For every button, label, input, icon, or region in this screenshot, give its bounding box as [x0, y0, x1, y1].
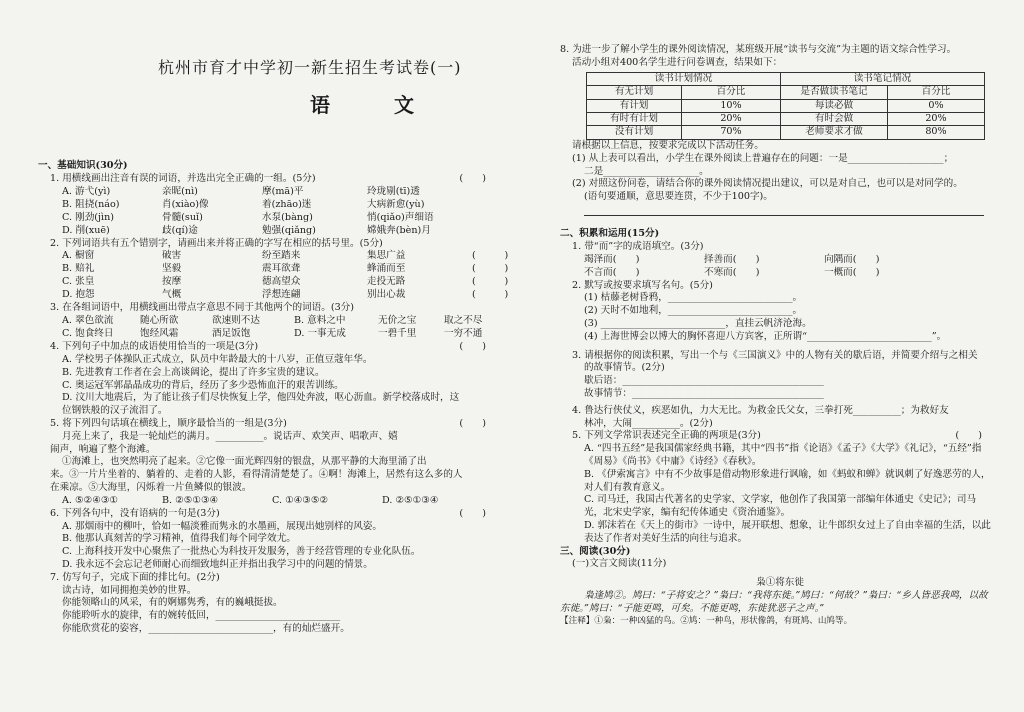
question-2-2 [560, 280, 1000, 344]
option: 饱经风霜 [140, 328, 179, 340]
option: 随心所欲 [140, 315, 179, 327]
option: B. 《伊索寓言》中有不少故事是借动物形象进行讽喻，如《蚂蚁和蝉》就讽刺了好逸恶劳的人， [584, 468, 991, 480]
option: 对人们有教育意义。 [584, 481, 671, 493]
question-stem: 3. 在各组词语中，用横线画出带点字意思不同于其他两个的词语。(3分) [50, 302, 355, 314]
option: 玲珑剔(tī)透 [367, 185, 420, 197]
question-stem: 2. 默写或按要求填写名句。(5分) [572, 279, 713, 291]
option: A. 那烟雨中的柳叶，恰如一幅淡雅而隽永的水墨画，展现出她别样的风姿。 [62, 520, 383, 532]
option: B. 他那认真刻苦的学习精神，值得我们每个同学效尤。 [62, 533, 296, 545]
option: 取之不尽 [444, 315, 483, 327]
option: C. 饱食终日 [62, 328, 114, 340]
option: B. 意料之中 [294, 315, 346, 327]
right-column [560, 0, 1000, 712]
answer-paren[interactable]: ( ) [459, 172, 486, 184]
question-stem: 8. 为进一步了解小学生的课外阅读情况，某班级开展“读书与交流”为主题的语文综合性学习。 [560, 44, 957, 55]
option: D. ②⑤①③④ [382, 494, 439, 506]
question-stem: 5. 下列文学常识表述完全正确的两项是(3分) [572, 430, 761, 442]
question-2-3 [560, 350, 1000, 401]
question-stem: 1. 用横线画出注音有误的词语，并选出完全正确的一组。(5分) [50, 172, 316, 184]
option: A. 橱窗 [62, 250, 95, 262]
option: B. 赔礼 [62, 263, 95, 275]
answer-line-blank[interactable] [560, 204, 1000, 217]
option: 光，北宋史学家，编有纪传体通史《资治通鉴》。 [584, 507, 791, 519]
passage-line: 读古诗，如同拥抱美妙的世界。 [62, 584, 197, 596]
option: 集思广益 [367, 250, 406, 262]
option: 无价之宝 [378, 315, 417, 327]
answer-line[interactable]: (2) 天时不如地利，__________________________。 [584, 305, 803, 317]
table-cell: 0% [888, 99, 985, 112]
option: 肖(xiào)像 [162, 198, 209, 210]
answer-paren[interactable]: ( ) [955, 430, 982, 442]
option: 摩(mā)平 [262, 185, 304, 197]
option: 位钢铁般的汉子流泪了。 [62, 405, 168, 417]
table-cell: 20% [888, 113, 985, 126]
option: 《周易》《尚书》《中庸》《诗经》《春秋》。 [584, 455, 762, 467]
option: 歧(qí)途 [162, 224, 198, 236]
question-2-5 [560, 430, 1000, 545]
option: D. 我永远不会忘记老师耐心而细致地纠正并指出我学习中的问题的情景。 [62, 558, 373, 570]
option: 气概 [162, 289, 182, 301]
answer-line[interactable]: 你能欣赏花的姿容，__________________________，有的灿烂盛开。 [62, 622, 350, 634]
answer-line[interactable]: (1) 枯藤老树昏鸦，__________________________。 [584, 292, 803, 304]
option: C. 上海科技开发中心聚焦了一批热心为科技开发服务，善于经营管理的专业化队伍。 [62, 546, 421, 558]
question-stem: 5. 将下列四句话填在横线上，顺序最恰当的一组是(3分) [50, 417, 287, 429]
answer-line[interactable]: 故事情节：________________________________________ [584, 387, 824, 399]
table-header: 百分比 [888, 86, 985, 99]
option: C. 刚劲(jìn) [62, 211, 114, 223]
passage-line: 枭逢鸠②。鸠曰：“子将安之？”枭曰：“我将东徙。”鸠曰：“何故？”枭曰：“乡人皆恶我鸣，以故 [584, 589, 988, 601]
question-stem: 林冲，大闹__________。(2分) [584, 417, 713, 429]
section-1 [38, 160, 509, 636]
section-2 [560, 228, 1000, 628]
instruction: 请根据以上信息，按要求完成以下活动任务。 [572, 139, 764, 151]
option: 骨髓(suǐ) [162, 211, 203, 223]
fill-blank[interactable]: 择善而( ) [704, 253, 760, 265]
subject-title: 语 文 [310, 93, 436, 117]
left-column [38, 0, 509, 712]
question-stem: 1. 带“而”字的成语填空。(3分) [572, 240, 704, 252]
footnote: 【注释】①枭：一种凶猛的鸟。②鸠：一种鸟，形状像鸽，有斑鸠、山鸠等。 [560, 615, 853, 626]
option: A. “四书五经”是我国儒家经典书籍，其中“四书”指《论语》《孟子》《大学》《礼记》，“五经”指 [584, 443, 982, 455]
option: 亲昵(nì) [162, 185, 198, 197]
table-row [587, 99, 985, 112]
section-title: 二、积累和运用(15分) [560, 228, 660, 239]
passage-line: 闹声，响遍了整个海滩。 [50, 443, 156, 455]
table-cell: 10% [682, 99, 781, 112]
question-stem: 6. 下列各句中，没有语病的一句是(3分) [50, 507, 220, 519]
option: 走投无路 [367, 276, 406, 288]
option: D. 郭沫若在《天上的街市》一诗中，展开联想、想象，让牛郎织女过上了自由幸福的生活，以此 [584, 519, 991, 531]
option: 大病新愈(yù) [367, 198, 425, 210]
option: 悄(qiǎo)声细语 [367, 211, 434, 223]
table-cell: 老师要求才做 [781, 126, 888, 139]
exam-title: 杭州市育才中学初一新生招生考试卷(一) [158, 58, 462, 77]
passage-line: ①海滩上，也突然明亮了起来。②它像一面光辉四射的银盘，从那平静的大海里涌了出 [62, 456, 427, 468]
question-stem: 4. 下列句子中加点的成语使用恰当的一项是(3分) [50, 341, 259, 353]
question-2-4 [560, 405, 1000, 431]
option: A. ⑤②④③① [62, 494, 119, 506]
table-group-header: 读书笔记情况 [781, 72, 985, 85]
option: 按摩 [162, 276, 182, 288]
question-stem: (2) 对照这份问卷，请结合你的课外阅读情况提出建议，可以是对自己，也可以是对同学的。 [572, 178, 963, 190]
question-stem: 2. 下列词语共有五个错别字，请画出来并将正确的字写在相应的括号里。(5分) [50, 237, 383, 249]
table-row [587, 113, 985, 126]
passage-line: 东徙。”鸠曰：“子能更鸣，可矣。不能更鸣，东徙犹恶子之声。” [560, 602, 825, 614]
answer-paren[interactable]: ( ) [472, 289, 509, 301]
option: C. ①④③⑤② [272, 494, 329, 506]
option: 破害 [162, 250, 182, 262]
option: D. 抱怨 [62, 289, 95, 301]
question-2-1 [560, 241, 1000, 280]
table-header: 是否做读书笔记 [781, 86, 888, 99]
question-stem: 7. 仿写句子，完成下面的排比句。(2分) [50, 571, 220, 583]
passage-line: 来。③一片片坐着的、躺着的、走着的人影，看得清清楚楚了。④啊！海滩上，居然有这么多的人 [50, 469, 463, 481]
option: 表达了作者对美好生活的向往与追求。 [584, 532, 748, 544]
question-stem: 的故事情节。(2分) [584, 362, 665, 374]
table-cell: 20% [682, 113, 781, 126]
answer-line[interactable]: (4) 上海世博会以博大的胸怀喜迎八方宾客，正所谓“__________________________”。 [584, 330, 947, 342]
table-cell: 有时会做 [781, 113, 888, 126]
answer-paren[interactable]: ( ) [459, 507, 486, 519]
passage-line: 月亮上来了，我是一轮灿烂的满月。__________。说话声、欢笑声、唱歌声、嬉 [62, 430, 398, 442]
option: 纷至踏来 [262, 250, 301, 262]
fill-blank[interactable]: 一概而( ) [824, 266, 880, 278]
fill-blank[interactable]: 向隅而( ) [824, 253, 880, 265]
table-cell: 没有计划 [587, 126, 682, 139]
question-5 [38, 418, 504, 508]
option: 勉强(qiǎng) [262, 224, 316, 236]
option: 着(zhāo)迷 [262, 198, 312, 210]
option: A. 游弋(yì) [62, 185, 111, 197]
answer-paren[interactable]: ( ) [459, 341, 486, 353]
answer-paren[interactable]: ( ) [472, 276, 509, 288]
table-group-header: 读书计划情况 [587, 72, 781, 85]
survey-table [586, 72, 985, 140]
table-header: 有无计划 [587, 86, 682, 99]
option: 德高望众 [262, 276, 301, 288]
option: B. 先进教育工作者在会上高谈阔论，提出了许多宝贵的建议。 [62, 366, 325, 378]
option: 震耳欲聋 [262, 263, 301, 275]
question-stem: 活动小组对400名学生进行问卷调查，结果如下： [572, 56, 783, 68]
table-header: 百分比 [682, 86, 781, 99]
answer-line[interactable]: 你能聆听水的旋律，有的婉转低回，__________________________ [62, 610, 341, 622]
answer-line[interactable]: 歇后语：__________________________________________ [584, 375, 824, 387]
fill-blank[interactable]: 不言而( ) [584, 266, 640, 278]
option: D. 一事无成 [294, 328, 346, 340]
option: 一碧千里 [378, 328, 417, 340]
option: 浮想连翩 [262, 289, 301, 301]
passage-line: 你能领略山的风采，有的婀娜隽秀，有的巍峨挺拔。 [62, 597, 283, 609]
answer-paren[interactable]: ( ) [472, 250, 509, 262]
option: D. 削(xuē) [62, 224, 110, 236]
answer-line[interactable]: 二是____________________。 [584, 165, 709, 177]
passage-line: 在乘凉。⑤大海里，闪烁着一片鱼鳞似的银波。 [50, 481, 252, 493]
question-8 [560, 44, 1000, 217]
passage-title: 枭①将东徙 [756, 577, 804, 589]
question-7 [38, 572, 504, 636]
option: 欲速则不达 [212, 315, 260, 327]
option: 一穷不通 [444, 328, 483, 340]
question-stem: 4. 鲁达行侠仗义，疾恶如仇，力大无比。为救金氏父女，三拳打死__________；为救好友 [572, 404, 949, 416]
section-title: 一、基础知识(30分) [38, 160, 128, 171]
section-title: 三、阅读(30分) [560, 545, 631, 557]
option: A. 翠色欲流 [62, 315, 114, 327]
question-2 [38, 237, 509, 303]
answer-paren[interactable]: ( ) [472, 263, 509, 275]
table-cell: 有时有计划 [587, 113, 682, 126]
question-1 [38, 173, 504, 238]
answer-paren[interactable]: ( ) [459, 417, 486, 429]
fill-blank[interactable]: 不寒而( ) [704, 266, 760, 278]
question-stem: 3. 请根据你的阅读积累，写出一个与《三国演义》中的人物有关的歇后语，并简要介绍与之相关 [572, 349, 978, 361]
option: B. 阻挠(náo) [62, 198, 120, 210]
option: 坚毅 [162, 263, 182, 275]
question-3 [38, 302, 504, 341]
table-cell: 70% [682, 126, 781, 139]
table-cell: 有计划 [587, 99, 682, 112]
option: 酒足饭饱 [212, 328, 251, 340]
option: 嫦娥奔(bèn)月 [367, 224, 431, 236]
table-cell: 每读必做 [781, 99, 888, 112]
answer-line[interactable]: (1) 从上表可以看出，小学生在课外阅读上普遍存在的问题：一是____________________； [572, 152, 954, 164]
option: C. 奥运冠军郭晶晶成功的背后，经历了多少恐怖血汗的艰苦训练。 [62, 379, 344, 391]
question-4 [38, 341, 504, 418]
table-row [587, 126, 985, 139]
answer-line[interactable]: (3) __________________________，直挂云帆济沧海。 [584, 317, 812, 329]
option: C. 张皇 [62, 276, 95, 288]
question-6 [38, 508, 504, 572]
option: 蜂涌而至 [367, 263, 406, 275]
fill-blank[interactable]: 竭泽而( ) [584, 253, 640, 265]
option: D. 汶川大地震后，为了能让孩子们尽快恢复上学，他四处奔波，呕心沥血。新学校落成时，这 [62, 392, 460, 404]
table-cell: 80% [888, 126, 985, 139]
option: 别出心裁 [367, 289, 406, 301]
question-stem: (语句要通顺，意思要连贯，不少于100字)。 [584, 191, 773, 203]
option: A. 学校男子体操队正式成立，队员中年龄最大的十八岁，正值豆蔻年华。 [62, 353, 373, 365]
option: C. 司马迁，我国古代著名的史学家、文学家，他创作了我国第一部编年体通史《史记》；司马 [584, 494, 977, 506]
option: 水泵(bàng) [262, 211, 313, 223]
option: B. ②⑤①③④ [162, 494, 219, 506]
subsection-title: (一)文言文阅读(11分) [572, 558, 667, 570]
